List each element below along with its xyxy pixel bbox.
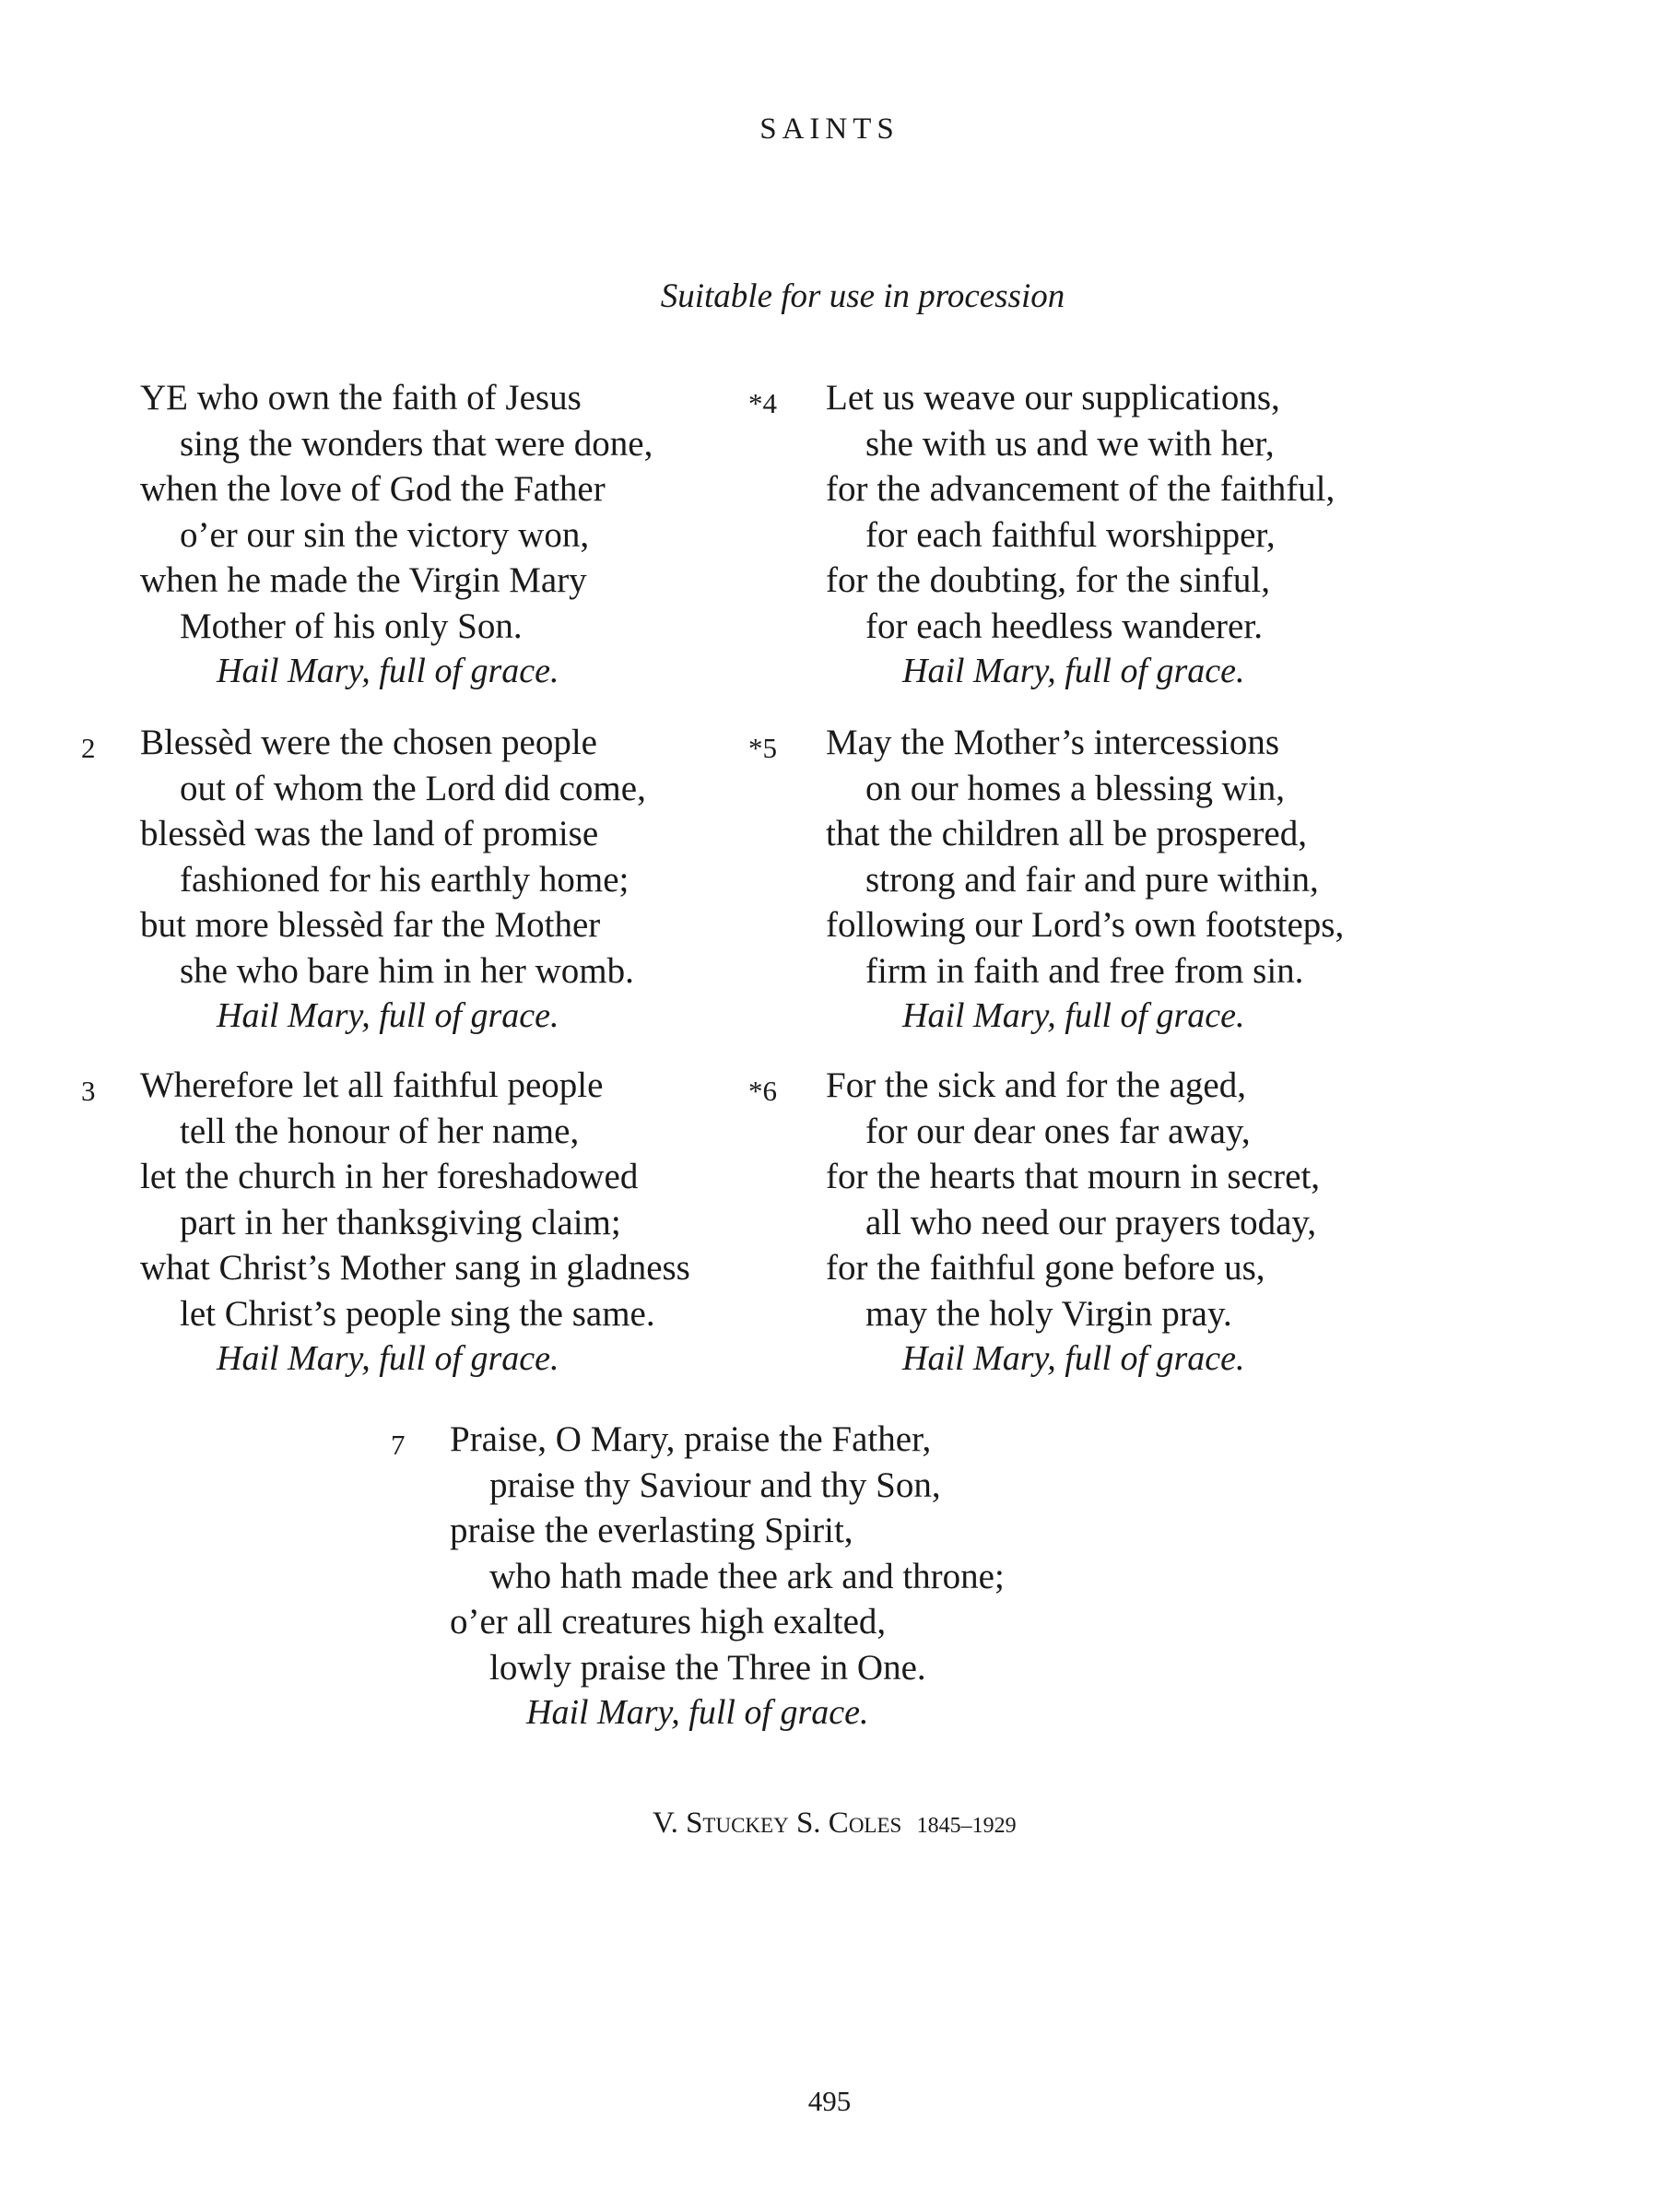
verse-line: Mother of his only Son. <box>180 606 523 646</box>
verse-line: strong and fair and pure within, <box>865 859 1319 900</box>
verse-line: all who need our prayers today, <box>865 1202 1317 1242</box>
verse-refrain: Hail Mary, full of grace. <box>902 1339 1245 1378</box>
verse-line: may the holy Virgin pray. <box>865 1293 1232 1334</box>
verse-line: what Christ’s Mother sang in gladness <box>140 1248 690 1288</box>
verse-line: for the doubting, for the sinful, <box>826 560 1270 600</box>
verse-refrain: Hail Mary, full of grace. <box>217 652 559 690</box>
verse-line: Wherefore let all faithful people <box>140 1065 604 1105</box>
verse-number: 7 <box>391 1429 406 1461</box>
verse-line: lowly praise the Three in One. <box>489 1647 926 1688</box>
verse-refrain: Hail Mary, full of grace. <box>902 652 1245 690</box>
verse-line: when he made the Virgin Mary <box>140 560 587 600</box>
verse-line: for the advancement of the faithful, <box>826 469 1335 509</box>
verse-line: for the faithful gone before us, <box>826 1248 1265 1288</box>
verse-2 <box>81 720 804 1040</box>
verse-line: praise thy Saviour and thy Son, <box>489 1465 941 1505</box>
verse-line: YE who own the faith of Jesus <box>140 378 582 418</box>
verse-line: sing the wonders that were done, <box>180 423 653 464</box>
verse-line: for the hearts that mourn in secret, <box>826 1157 1321 1196</box>
verse-3 <box>81 1063 804 1382</box>
verse-line: Let us weave our supplications, <box>826 378 1280 418</box>
verse-line: For the sick and for the aged, <box>826 1065 1246 1105</box>
verse-refrain: Hail Mary, full of grace. <box>902 996 1245 1035</box>
verse-line: when the love of God the Father <box>140 469 606 509</box>
verse-6 <box>748 1063 1471 1382</box>
verse-line: Blessèd were the chosen people <box>140 723 597 762</box>
verse-line: she with us and we with her, <box>865 423 1275 464</box>
verse-line: blessèd was the land of promise <box>140 814 599 853</box>
verse-number: 2 <box>81 732 96 764</box>
verse-line: for each faithful worshipper, <box>865 514 1276 555</box>
verse-line: following our Lord’s own footsteps, <box>826 905 1345 945</box>
verse-refrain: Hail Mary, full of grace. <box>526 1693 869 1732</box>
verse-line: o’er all creatures high exalted, <box>450 1602 887 1641</box>
running-head: SAINTS <box>759 112 900 146</box>
rubric: Suitable for use in procession <box>660 277 1065 315</box>
verse-line: let Christ’s people sing the same. <box>180 1293 655 1334</box>
verse-number: 3 <box>81 1075 96 1107</box>
verse-line: firm in faith and free from sin. <box>865 950 1304 991</box>
verse-line: May the Mother’s intercessions <box>826 723 1280 762</box>
verse-line: who hath made thee ark and throne; <box>489 1556 1005 1596</box>
verse-line: let the church in her foreshadowed <box>140 1157 639 1196</box>
verse-4 <box>748 375 1471 695</box>
verse-line: Praise, O Mary, praise the Father, <box>450 1419 932 1459</box>
author-name: V. Stuckey S. Coles <box>653 1806 902 1840</box>
verse-line: out of whom the Lord did come, <box>180 768 646 808</box>
verse-number: *5 <box>748 732 777 764</box>
author-dates: 1845–1929 <box>916 1814 1017 1838</box>
verse-line: for our dear ones far away, <box>865 1111 1251 1151</box>
verse-line: praise the everlasting Spirit, <box>450 1511 853 1550</box>
verse-line: she who bare him in her womb. <box>180 950 634 991</box>
verse-line: for each heedless wanderer. <box>865 606 1263 646</box>
verse-line: fashioned for his earthly home; <box>180 859 629 900</box>
verse-line: but more blessèd far the Mother <box>140 905 601 945</box>
verse-5 <box>748 720 1471 1040</box>
verse-refrain: Hail Mary, full of grace. <box>217 996 559 1035</box>
verse-line: on our homes a blessing win, <box>865 768 1285 808</box>
verse-line: part in her thanksgiving claim; <box>180 1202 621 1242</box>
verse-number: *6 <box>748 1075 777 1107</box>
verse-line: that the children all be prospered, <box>826 814 1307 853</box>
verse-refrain: Hail Mary, full of grace. <box>217 1339 559 1378</box>
verse-line: tell the honour of her name, <box>180 1111 580 1151</box>
verse-1 <box>140 375 804 695</box>
author-attribution <box>653 1806 1017 1841</box>
verse-7 <box>391 1417 1187 1736</box>
verse-number: *4 <box>748 387 777 419</box>
verse-line: o’er our sin the victory won, <box>180 514 590 555</box>
page-number: 495 <box>807 2085 852 2117</box>
